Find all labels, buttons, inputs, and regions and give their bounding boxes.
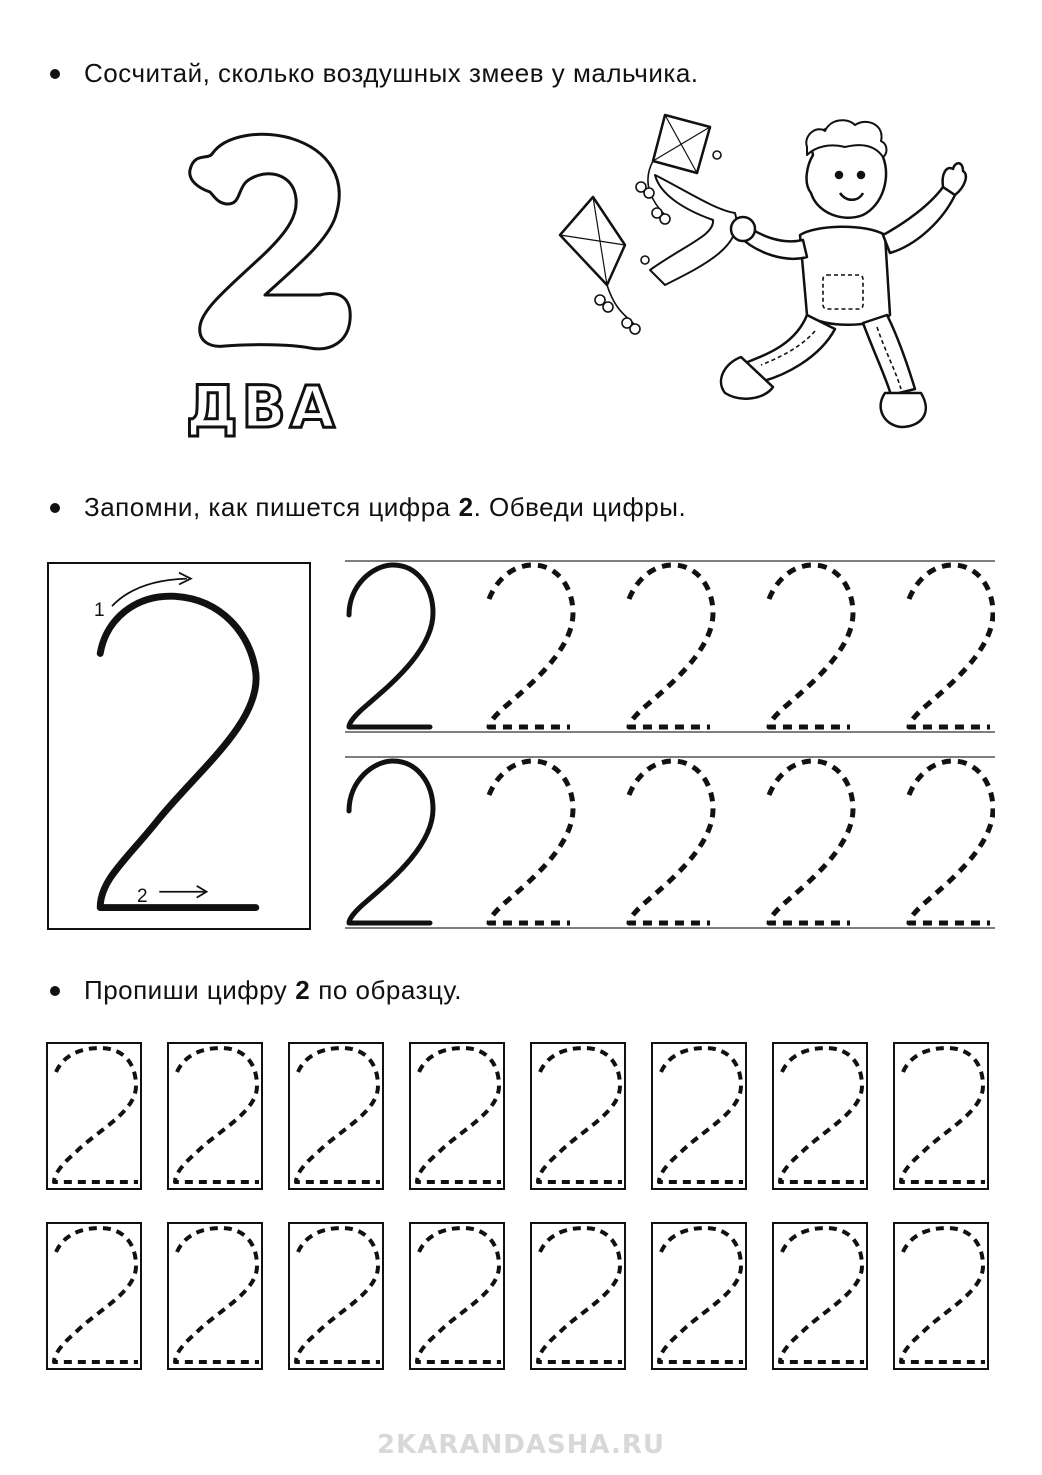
trace-digit-two[interactable] <box>909 565 993 727</box>
site-watermark: 2KARANDASHA.RU <box>376 1430 666 1460</box>
writing-cell[interactable] <box>410 1043 504 1189</box>
instruction-text: Запомни, как пишется цифра <box>84 492 451 522</box>
sample-digit-two <box>349 565 433 727</box>
boy-with-kites-illustration <box>545 95 985 455</box>
writing-cell[interactable] <box>652 1043 746 1189</box>
big-outlined-digit-two <box>180 130 360 360</box>
stroke-step-2: 2 <box>137 886 148 907</box>
trace-digit-two[interactable] <box>629 761 713 923</box>
writing-cell[interactable] <box>894 1223 988 1369</box>
stroke-step-1: 1 <box>94 600 105 621</box>
writing-cell[interactable] <box>894 1043 988 1189</box>
writing-cell[interactable] <box>531 1223 625 1369</box>
writing-cell[interactable] <box>289 1043 383 1189</box>
stroke-order-demo <box>47 562 311 930</box>
trace-digit-two[interactable] <box>769 565 853 727</box>
writing-cell[interactable] <box>773 1043 867 1189</box>
tracing-row <box>345 561 995 732</box>
writing-grid <box>46 1042 996 1372</box>
instruction-write-digit <box>50 975 462 1006</box>
writing-cell[interactable] <box>410 1223 504 1369</box>
trace-digit-two[interactable] <box>909 761 993 923</box>
tracing-row <box>345 757 995 928</box>
writing-cell[interactable] <box>773 1223 867 1369</box>
writing-cell[interactable] <box>531 1043 625 1189</box>
instruction-text: Пропиши цифру <box>84 975 288 1005</box>
bullet-icon <box>50 986 60 996</box>
instruction-text-suffix: по образцу. <box>318 975 462 1005</box>
writing-cell[interactable] <box>47 1223 141 1369</box>
stroke-order-digit-two <box>49 564 309 928</box>
word-two: ДВА <box>186 373 339 441</box>
writing-cell[interactable] <box>168 1043 262 1189</box>
writing-row <box>47 1043 988 1189</box>
instruction-count-kites <box>50 58 699 89</box>
instruction-digit: 2 <box>295 975 311 1005</box>
instruction-digit: 2 <box>458 492 474 522</box>
bullet-icon <box>50 503 60 513</box>
bullet-icon <box>50 69 60 79</box>
writing-cell[interactable] <box>168 1223 262 1369</box>
writing-row <box>47 1223 988 1369</box>
trace-digit-two[interactable] <box>629 565 713 727</box>
instruction-remember-digit <box>50 492 686 523</box>
instruction-text-suffix: . Обведи цифры. <box>473 492 687 522</box>
kite-icon <box>560 197 625 285</box>
trace-digit-two[interactable] <box>769 761 853 923</box>
instruction-text: Сосчитай, сколько воздушных змеев у мальчика. <box>84 58 699 88</box>
trace-digit-two[interactable] <box>489 565 573 727</box>
trace-digit-two[interactable] <box>489 761 573 923</box>
tracing-rows <box>335 555 995 935</box>
sample-digit-two <box>349 761 433 923</box>
writing-cell[interactable] <box>47 1043 141 1189</box>
writing-cell[interactable] <box>289 1223 383 1369</box>
writing-cell[interactable] <box>652 1223 746 1369</box>
